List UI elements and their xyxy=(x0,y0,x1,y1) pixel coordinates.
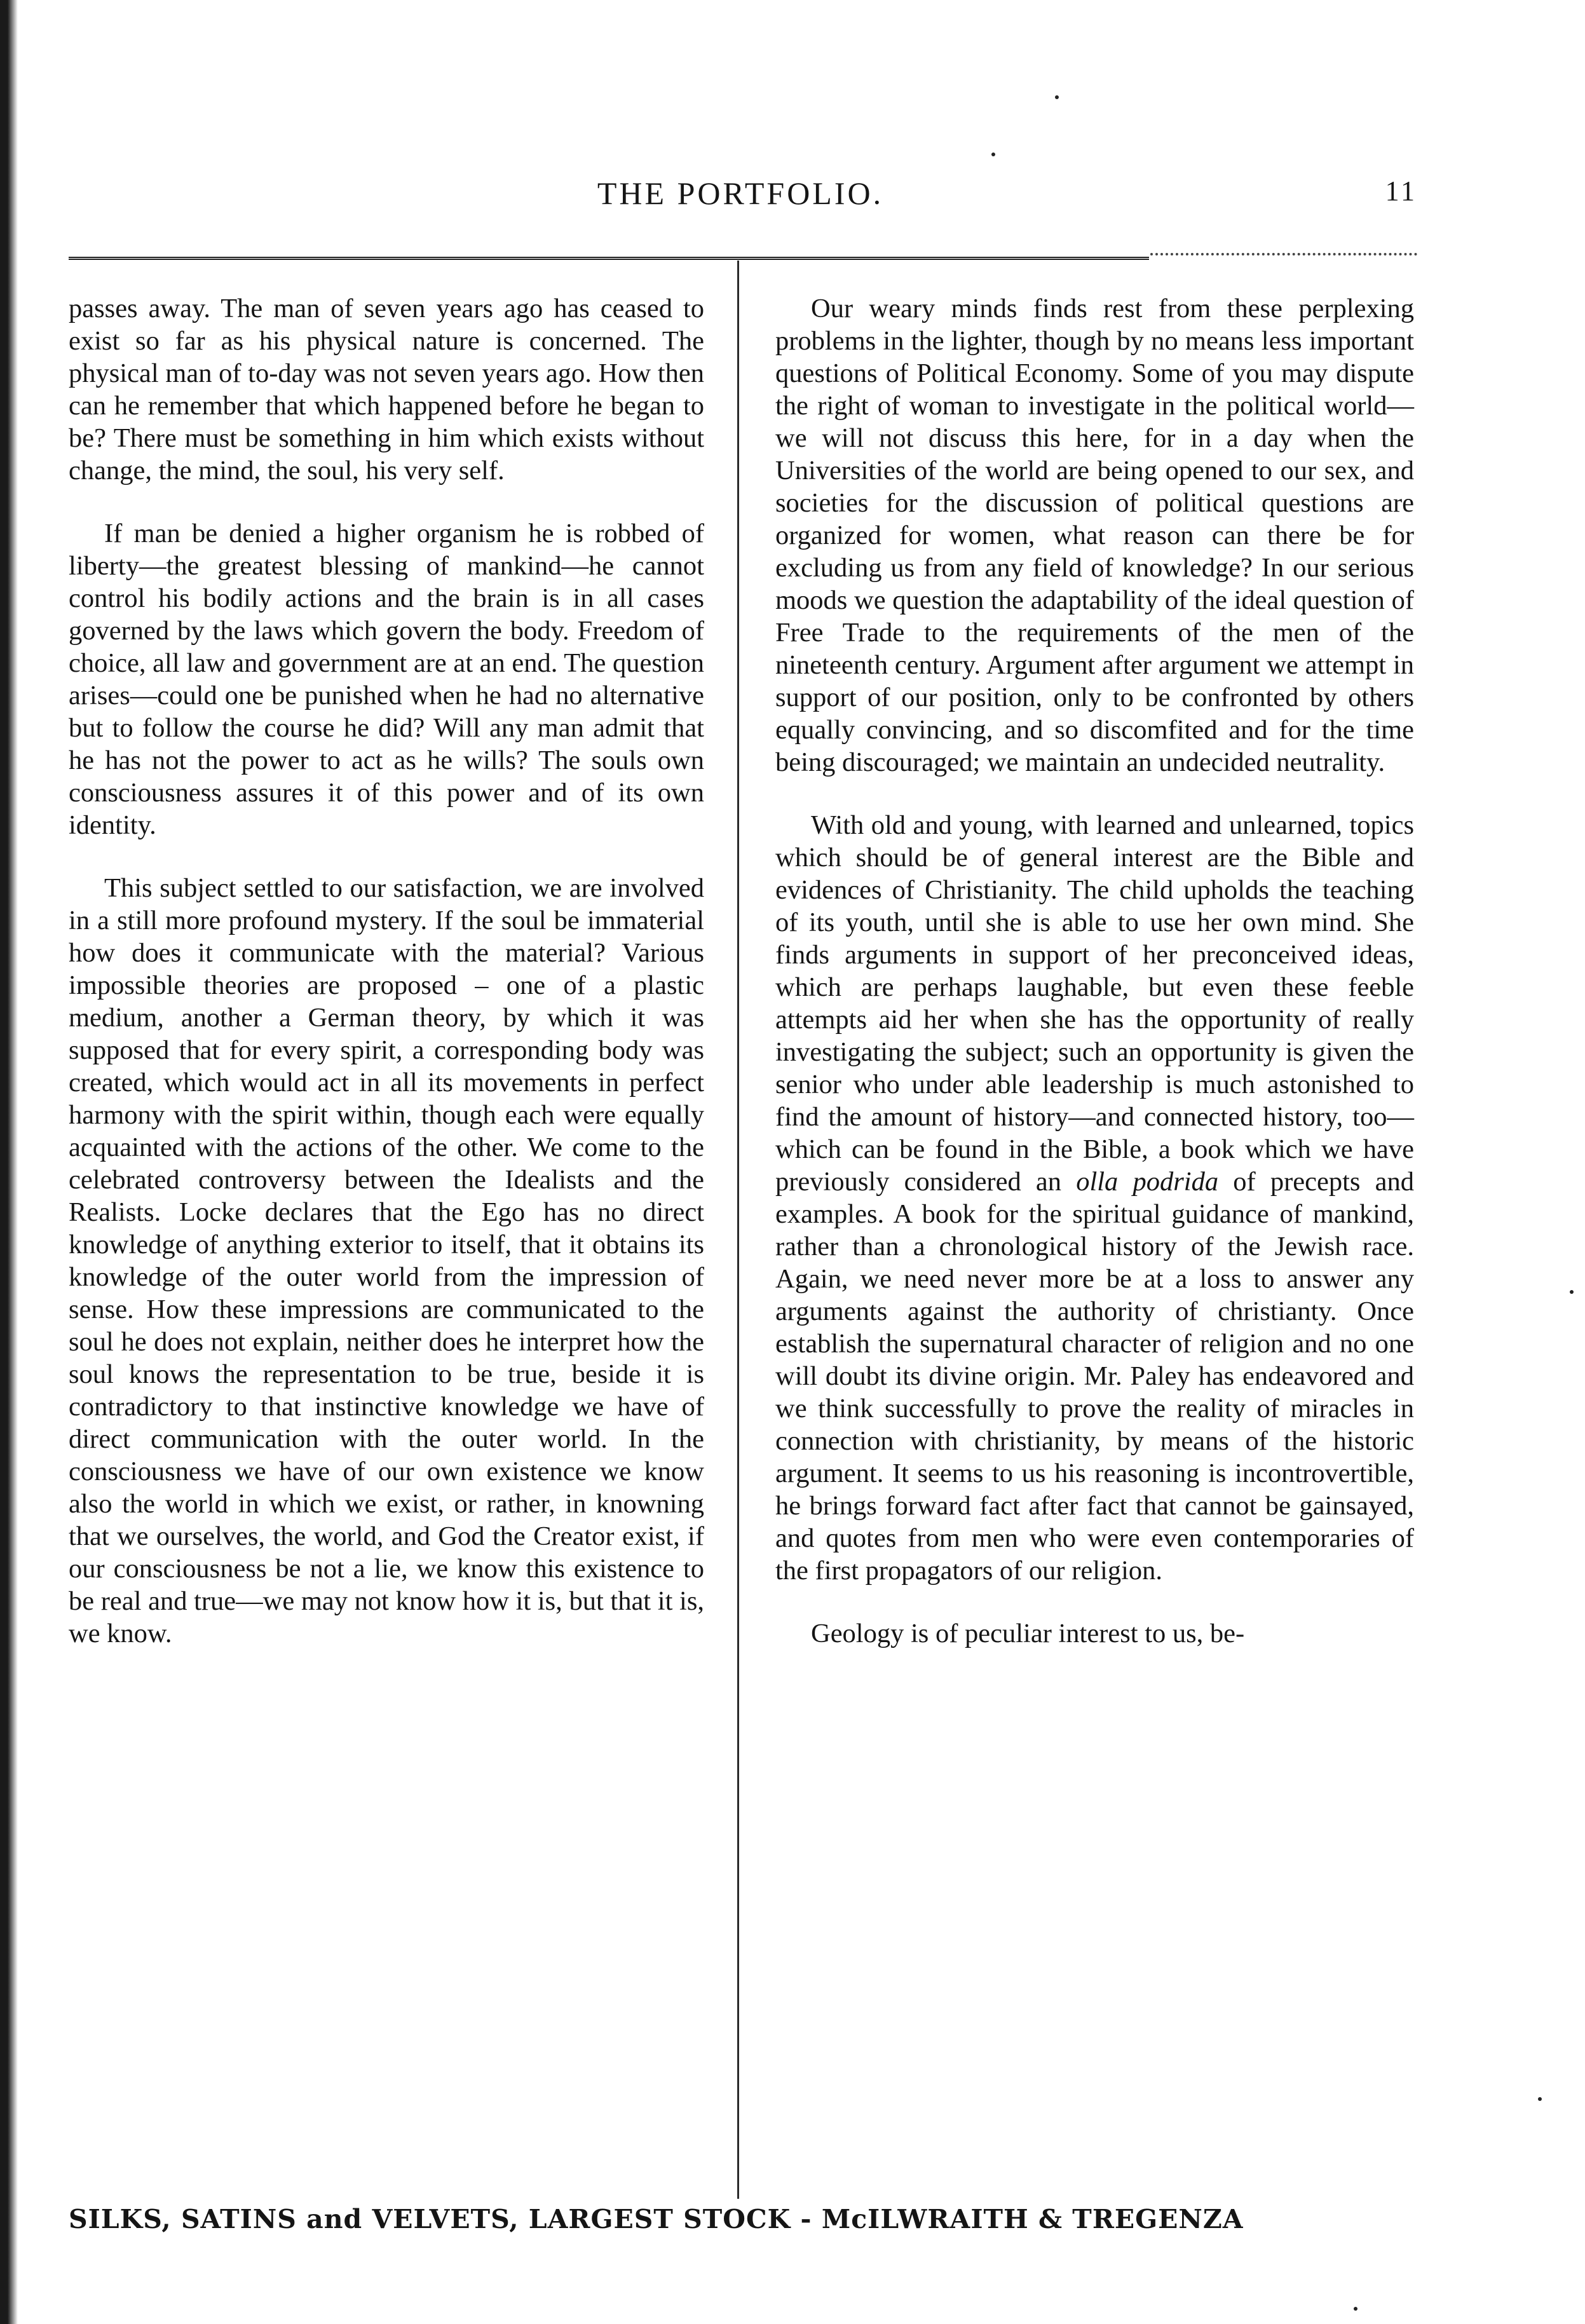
header-rule xyxy=(69,257,1149,260)
paragraph-text: With old and young, with learned and unlearned, topics which should be of general interest are the Bible and evidences of Christianity. The child upholds the teaching of its youth, until she is able to use her own mind. She finds arguments in support of her preconceived ideas, which are perhaps laughable, but even these feeble attempts aid her when she has the opportunity of really investigating the subject; such an opportunity is given the senior who under able leadership is much astonished to find the amount of history—and connected history, too—which can be found in the Bible, a book which we have previously considered an xyxy=(775,810,1414,1197)
paragraph: This subject settled to our satisfaction, we are involved in a still more profound mystery. If the soul be immaterial how does it communicate with the material? Various impossible theories are proposed – one of a plastic medium, another a German theory, by which it was supposed that for every spirit, a corresponding body was created, which would act in all its movements in perfect harmony with the spirit within, though each were equally acquainted with the actions of the other. We come to the celebrated controversy between the Idealists and the Realists. Locke declares that the Ego has no direct knowledge of anything exterior to itself, that it obtains its knowledge of the outer world from the impression of sense. How these impressions are communicated to the soul he does not explain, neither does he interpret how the soul knows the representation to be true, beside it is contradictory to that instinctive knowledge we have of direct communication with the outer world. In the consciousness we have of our own existence we know also the world in which we exist, or rather, in knowning that we ourselves, the world, and God the Creator exist, if our consciousness be not a lie, we know this existence to be real and true—we may not know how it is, but that it is, we know. xyxy=(69,873,704,1648)
italic-phrase: olla podrida xyxy=(1076,1167,1219,1197)
footer-advertisement: SILKS, SATINS and VELVETS, LARGEST STOCK - McILWRAITH & TREGENZA xyxy=(69,2204,1244,2234)
column-divider xyxy=(737,261,739,2199)
page-header xyxy=(64,168,1417,226)
paragraph-text: of precepts and examples. A book for the spiritual guidance of mankind, rather than a chronological history of the Jewish race. Again, we need never more be at a loss to answer any arguments against the authority of christianty. Once establish the supernatural character of religion and no one will doubt its divine origin. Mr. Paley has endeavored and we think successfully to prove the reality of miracles in connection with christianity, by means of the historic argument. It seems to us his reasoning is incontrovertible, he brings forward fact after fact that cannot be gainsayed, and quotes from men who were even contemporaries of the first propagators of our religion. xyxy=(775,1167,1415,1586)
paragraph xyxy=(775,809,1414,1587)
paper-speck xyxy=(1570,1290,1574,1294)
header-rule-dotted xyxy=(1150,253,1417,255)
paragraph: passes away. The man of seven years ago has ceased to exist so far as his physical nature is concerned. The physical man of to-day was not seven years ago. How then can he remember that which happened before he began to be? There must be something in him which exists without change, the mind, the soul, his very self. xyxy=(69,294,704,486)
page-number: 11 xyxy=(1385,175,1417,207)
paper-speck xyxy=(1055,95,1059,99)
paper-speck xyxy=(1538,2097,1542,2101)
paper-speck xyxy=(1354,2307,1357,2311)
paragraph: If man be denied a higher organism he is robbed of liberty—the greatest blessing of mankind—he cannot control his bodily actions and the brain is in all cases governed by the laws which govern the body. Freedom of choice, all law and government are at an end. The question arises—could one be punished when he had no alternative but to follow the course he did? Will any man admit that he has not the power to act as he wills? The souls own consciousness assures it of this power and of its own identity. xyxy=(69,519,704,840)
binding-edge xyxy=(0,0,18,2324)
paragraph: Geology is of peculiar interest to us, be- xyxy=(811,1619,1245,1648)
paragraph: Our weary minds finds rest from these perplexing problems in the lighter, though by no means less important questions of Political Economy. Some of you may dispute the right of woman to investigate in the political world—we will not discuss this here, for in a day when the Universities of the world are being opened to our sex, and societies for the discussion of political questions are organized for women, what reason can there be for excluding us from any field of knowledge? In our serious moods we question the adaptability of the ideal question of Free Trade to the requirements of the men of the nineteenth century. Argument after argument we attempt in support of our position, only to be confronted by others equally convincing, and so discomfited and for the time being discouraged; we maintain an undecided neutrality. xyxy=(775,294,1414,777)
running-title: THE PORTFOLIO. xyxy=(597,175,884,211)
left-column xyxy=(69,292,704,1650)
right-column xyxy=(775,292,1414,1650)
paper-speck xyxy=(991,153,995,156)
